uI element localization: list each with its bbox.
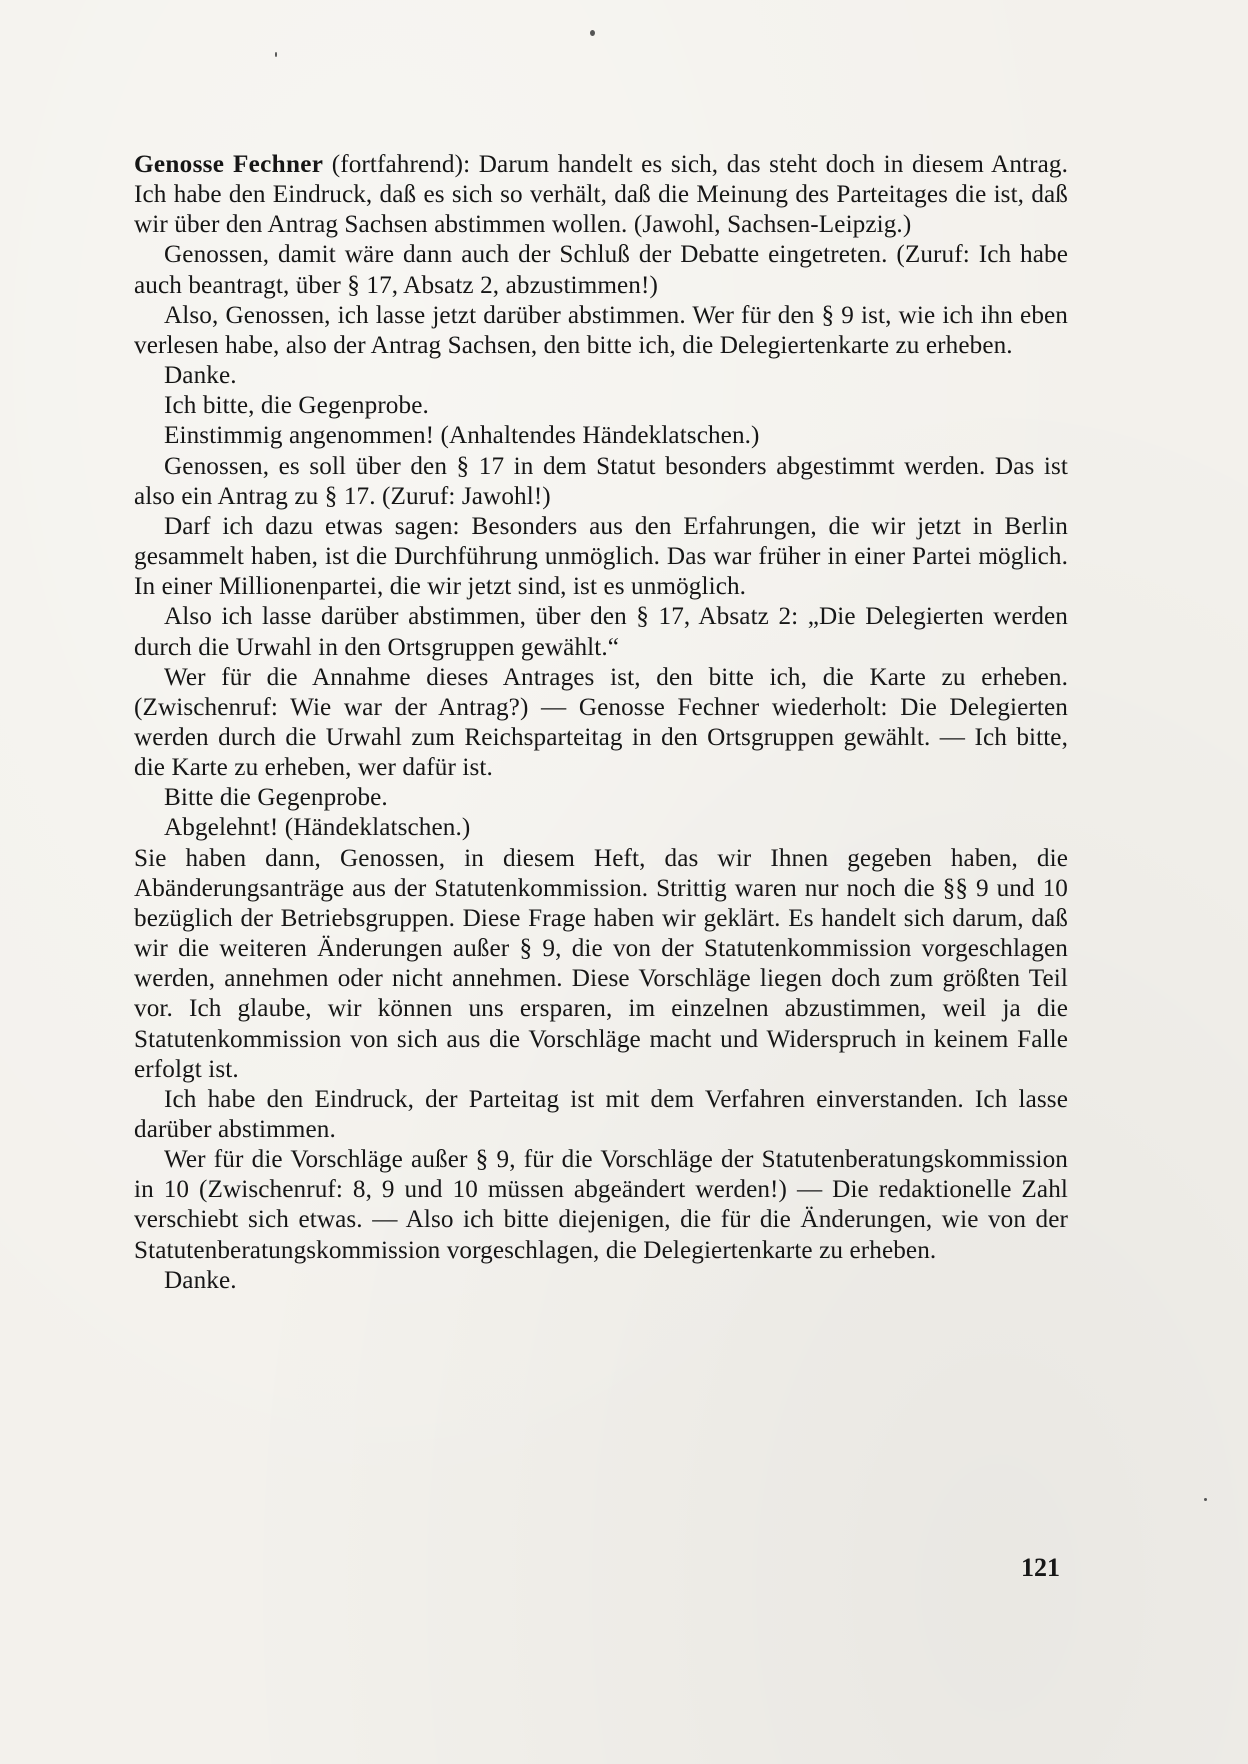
speck-mark (590, 30, 595, 36)
page-number: 121 (1021, 1553, 1060, 1582)
paragraph: Ich bitte, die Gegenprobe. (164, 392, 429, 420)
paragraph: Genossen, es soll über den § 17 in dem Statut besonders abgestimmt werden. Das ist also ein Antrag zu § 17. (Zuruf: Jawohl!) (134, 452, 1068, 510)
paragraph: Wer für die Vorschläge außer § 9, für die Vorschläge der Statutenberatungskommission in 10 (Zwischenruf: 8, 9 und 10 müssen abgeändert werden!) — Die redaktionelle Zahl verschiebt sich etwas. — Also ich bitte diejenigen, die für die Änderungen, wie von der Statutenberatungskommission vorgeschlagen, die Delegiertenkarte zu erheben. (134, 1146, 1068, 1264)
speck-mark (1204, 1498, 1207, 1501)
paragraph: Danke. (164, 1266, 237, 1294)
paragraph-text: (fortfahrend): Darum handelt es sich, das steht doch in diesem Antrag. Ich habe den Eindruck, daß es sich so verhält, daß die Meinung des Parteitages die ist, daß wir über den Antrag Sachsen abstimmen wollen. (Jawohl, Sachsen-Leipzig.) (134, 151, 1068, 239)
paragraph: Abgelehnt! (Händeklatschen.) (164, 814, 471, 842)
paragraph: Darf ich dazu etwas sagen: Besonders aus den Erfahrungen, die wir jetzt in Berlin gesammelt haben, ist die Durchführung unmöglich. Das war früher in einer Partei möglich. In einer Millionenpartei, die wir jetzt sind, ist es unmöglich. (134, 512, 1068, 601)
paragraph: Wer für die Annahme dieses Antrages ist, den bitte ich, die Karte zu erheben. (Zwischenruf: Wie war der Antrag?) — Genosse Fechner wiederholt: Die Delegierten werden durch die Urwahl zum Reichsparteitag in den Ortsgruppen gewählt. — Ich bitte, die Karte zu erheben, wer dafür ist. (134, 663, 1068, 782)
paragraph: Danke. (164, 362, 237, 390)
speck-mark (275, 52, 277, 57)
paragraph: Also, Genossen, ich lasse jetzt darüber abstimmen. Wer für den § 9 ist, wie ich ihn eben verlesen habe, also der Antrag Sachsen, den bitte ich, die Delegiertenkarte zu erheben. (134, 301, 1068, 359)
paragraph: Bitte die Gegenprobe. (164, 784, 388, 812)
paragraph: Ich habe den Eindruck, der Parteitag ist mit dem Verfahren einverstanden. Ich lasse darüber abstimmen. (134, 1085, 1068, 1143)
paragraph: Einstimmig angenommen! (Anhaltendes Händeklatschen.) (164, 422, 760, 450)
paragraph: Sie haben dann, Genossen, in diesem Heft, das wir Ihnen gegeben haben, die Abänderungsanträge aus der Statutenkommission. Strittig waren nur noch die §§ 9 und 10 bezüglich der Betriebsgruppen. Diese Frage haben wir geklärt. Es handelt sich darum, daß wir die weiteren Änderungen außer § 9, die von der Statutenkommission vorgeschlagen werden, annehmen oder nicht annehmen. Diese Vorschläge liegen doch zum größten Teil vor. Ich glaube, wir können uns ersparen, im einzelnen abzustimmen, weil ja die Statutenkommission von sich aus die Vorschläge macht und Widerspruch in keinem Falle erfolgt ist. (134, 844, 1068, 1083)
paragraph: Also ich lasse darüber abstimmen, über den § 17, Absatz 2: „Die Delegierten werden durch die Urwahl in den Ortsgruppen gewählt.“ (134, 603, 1068, 661)
paragraph (134, 150, 1068, 240)
body-text (134, 150, 1068, 1296)
paragraph: Genossen, damit wäre dann auch der Schluß der Debatte eingetreten. (Zuruf: Ich habe auch beantragt, über § 17, Absatz 2, abzustimmen!) (134, 241, 1068, 299)
speaker-name: Genosse Fechner (134, 151, 324, 178)
